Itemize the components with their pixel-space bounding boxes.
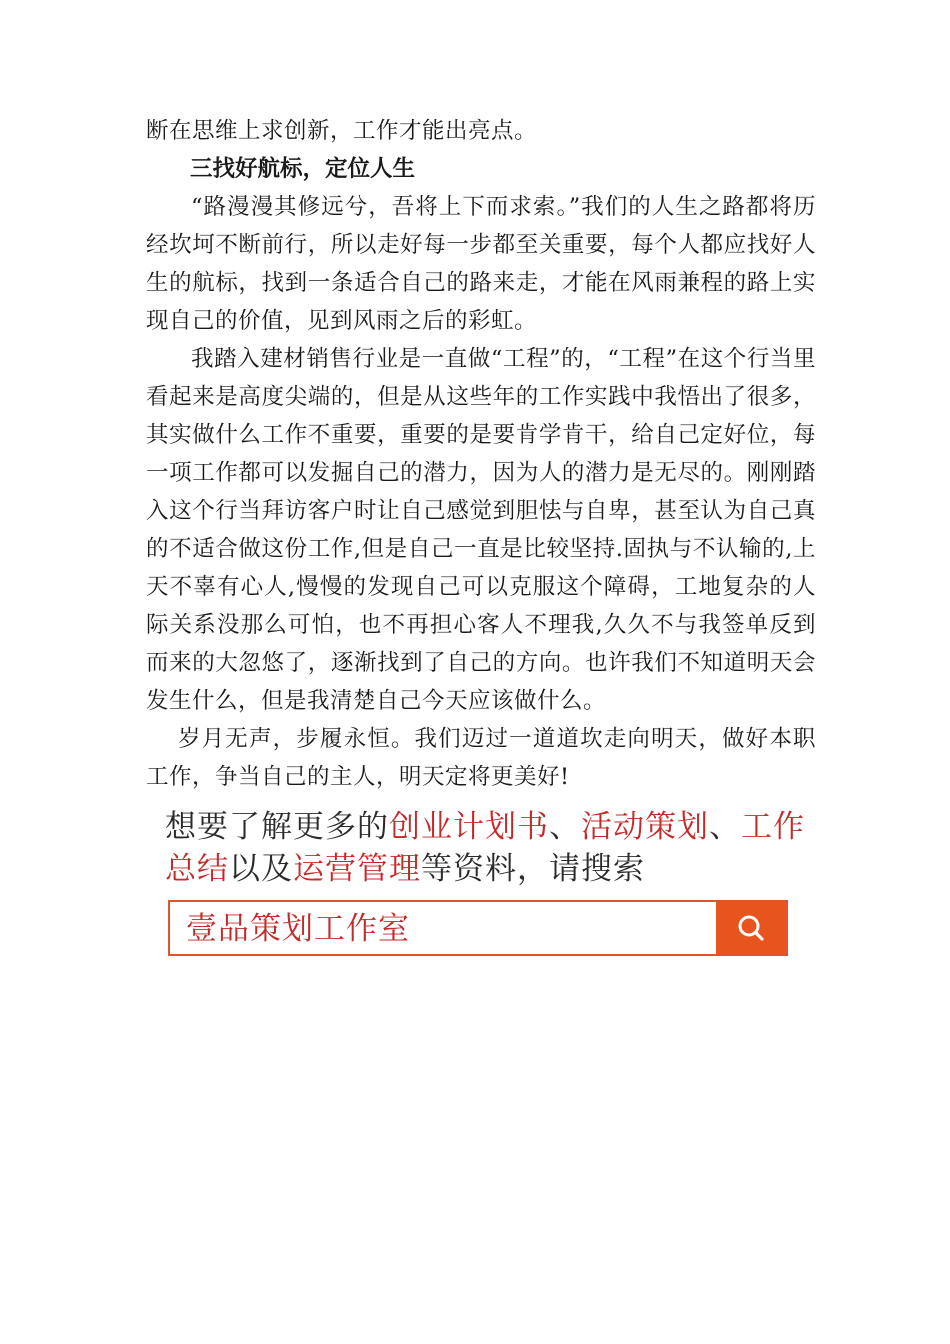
promo-suffix: 等资料，请搜索 [421, 851, 645, 887]
paragraph-closing: 岁月无声，步履永恒。我们迈过一道道坎走向明天，做好本职工作，争当自己的主人，明天定将更美好! [146, 726, 816, 790]
promo-separator: 、 [549, 809, 581, 845]
promo-mid: 以及 [229, 851, 293, 887]
paragraph-continuation: 断在思维上求创新，工作才能出亮点。 [146, 118, 538, 144]
search-bar[interactable] [168, 900, 788, 956]
search-input[interactable]: 壹品策划工作室 [186, 911, 410, 947]
promo-separator: 、 [709, 809, 741, 845]
section-heading: 三找好航标，定位人生 [190, 156, 416, 182]
search-button[interactable] [716, 902, 786, 954]
promo-link-operations[interactable]: 运营管理 [293, 851, 421, 887]
promo-link-work-summary[interactable]: 工作总结 [165, 809, 805, 887]
promo-prefix: 想要了解更多的 [165, 809, 389, 845]
paragraph-experience: 我踏入建材销售行业是一直做“工程”的，“工程”在这个行当里看起来是高度尖端的，但是从这些年的工作实践中我悟出了很多，其实做什么工作不重要，重要的是要肯学肯干，给自己定好位，每一项工作都可以发掘自己的潜力，因为人的潜力是无尽的。刚刚踏入这个行当拜访客户时让自己感觉到胆怯与自卑，甚至认为自己真的不适合做这份工作,但是自己一直是比较坚持.固执与不认输的,上天不辜有心人,慢慢的发现自己可以克服这个障碍，工地复杂的人际关系没那么可怕，也不再担心客人不理我,久久不与我签单反到而来的大忽悠了，逐渐找到了自己的方向。也许我们不知道明天会发生什么，但是我清楚自己今天应该做什么。 [146, 346, 816, 714]
promo-text [165, 806, 805, 890]
paragraph-quote: “路漫漫其修远兮，吾将上下而求索。”我们的人生之路都将历经坎坷不断前行，所以走好每一步都至关重要，每个人都应找好人生的航标，找到一条适合自己的路来走，才能在风雨兼程的路上实现自己的价值，见到风雨之后的彩虹。 [146, 194, 816, 334]
promo-link-business-plan[interactable]: 创业计划书 [389, 809, 549, 845]
promo-link-event-planning[interactable]: 活动策划 [581, 809, 709, 845]
search-icon [736, 913, 766, 943]
